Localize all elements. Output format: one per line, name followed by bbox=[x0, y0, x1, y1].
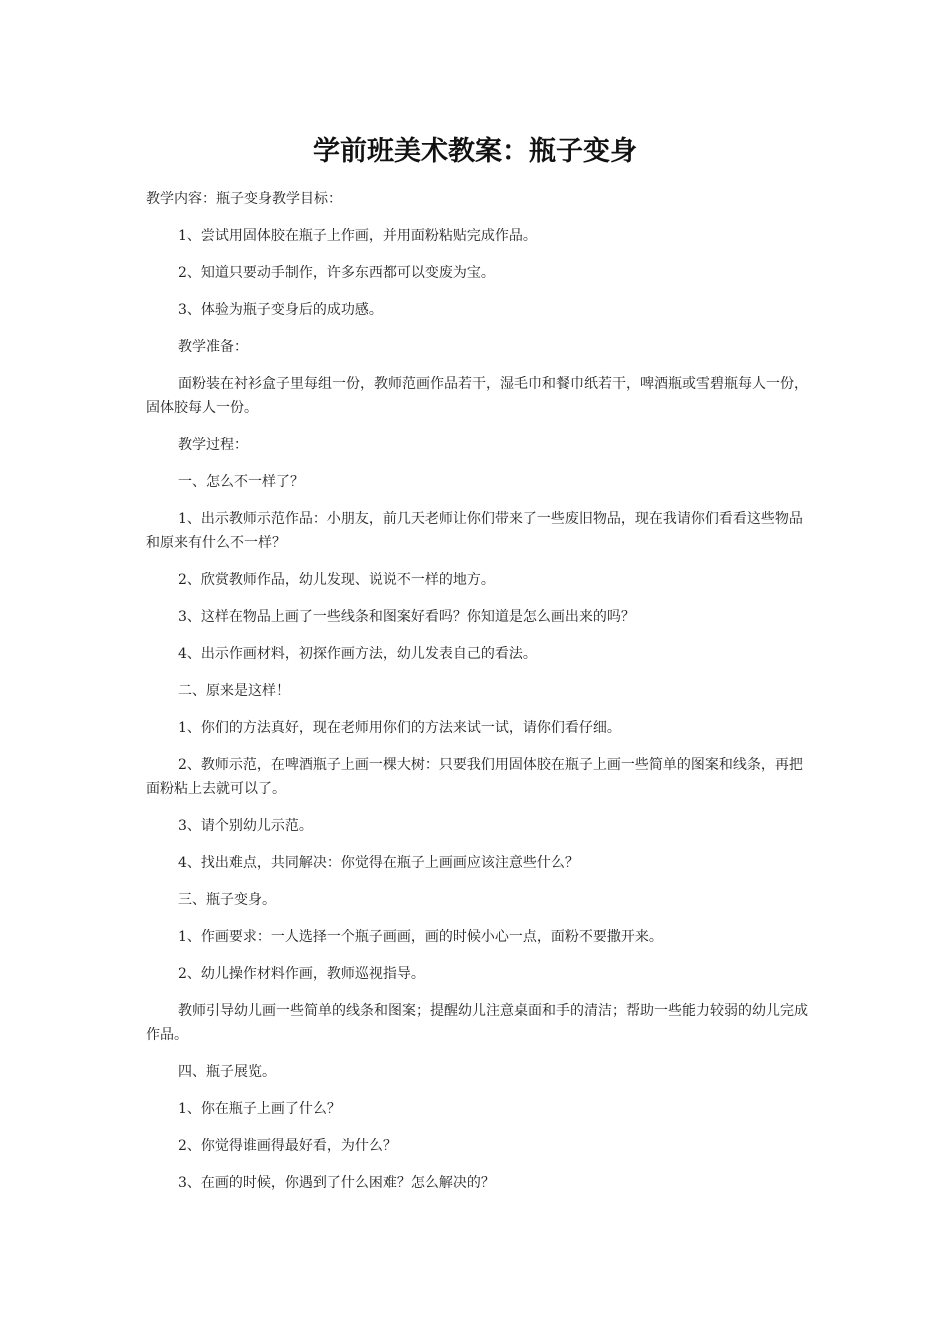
paragraph-part-3-step-2: 2、幼儿操作材料作画，教师巡视指导。 bbox=[178, 966, 425, 982]
section-heading-part-4: 四、瓶子展览。 bbox=[178, 1064, 276, 1080]
paragraph-part-1-step-2: 2、欣赏教师作品，幼儿发现、说说不一样的地方。 bbox=[178, 572, 495, 588]
paragraph-part-3-step-1: 1、作画要求：一人选择一个瓶子画画，画的时候小心一点，面粉不要撒开来。 bbox=[178, 929, 663, 945]
paragraph-part-2-step-4: 4、找出难点，共同解决：你觉得在瓶子上画画应该注意些什么？ bbox=[178, 855, 579, 871]
paragraph-preparation: 面粉装在衬衫盒子里每组一份，教师范画作品若干，湿毛巾和餐巾纸若干，啤酒瓶或雪碧瓶每人一份，固体胶每人一份。 bbox=[146, 376, 808, 416]
paragraph-part-4-step-1: 1、你在瓶子上画了什么？ bbox=[178, 1101, 341, 1117]
section-heading-part-1: 一、怎么不一样了？ bbox=[178, 474, 304, 490]
document-body bbox=[146, 187, 808, 1208]
document-title: 学前班美术教案：瓶子变身 bbox=[313, 136, 637, 167]
section-heading-preparation: 教学准备： bbox=[178, 339, 248, 355]
paragraph-goal-1: 1、尝试用固体胶在瓶子上作画，并用面粉粘贴完成作品。 bbox=[178, 228, 537, 244]
section-heading-part-2: 二、原来是这样！ bbox=[178, 683, 290, 699]
paragraph-part-1-step-3: 3、这样在物品上画了一些线条和图案好看吗？你知道是怎么画出来的吗？ bbox=[178, 609, 635, 625]
paragraph-goal-2: 2、知道只要动手制作，许多东西都可以变废为宝。 bbox=[178, 265, 495, 281]
paragraph-part-2-step-3: 3、请个别幼儿示范。 bbox=[178, 818, 313, 834]
paragraph-content-goals: 教学内容：瓶子变身教学目标： bbox=[146, 191, 342, 207]
paragraph-part-1-step-1: 1、出示教师示范作品：小朋友，前几天老师让你们带来了一些废旧物品，现在我请你们看看这些物品和原来有什么不一样？ bbox=[146, 511, 803, 551]
paragraph-part-2-step-2: 2、教师示范，在啤酒瓶子上画一棵大树：只要我们用固体胶在瓶子上画一些简单的图案和线条，再把面粉粘上去就可以了。 bbox=[146, 757, 803, 797]
paragraph-goal-3: 3、体验为瓶子变身后的成功感。 bbox=[178, 302, 383, 318]
paragraph-part-4-step-2: 2、你觉得谁画得最好看，为什么？ bbox=[178, 1138, 397, 1154]
paragraph-part-1-step-4: 4、出示作画材料，初探作画方法，幼儿发表自己的看法。 bbox=[178, 646, 537, 662]
section-heading-part-3: 三、瓶子变身。 bbox=[178, 892, 276, 908]
paragraph-part-2-step-1: 1、你们的方法真好，现在老师用你们的方法来试一试，请你们看仔细。 bbox=[178, 720, 621, 736]
section-heading-process: 教学过程： bbox=[178, 437, 248, 453]
paragraph-part-4-step-3: 3、在画的时候，你遇到了什么困难？怎么解决的？ bbox=[178, 1175, 495, 1191]
paragraph-part-3-guidance: 教师引导幼儿画一些简单的线条和图案；提醒幼儿注意桌面和手的清洁；帮助一些能力较弱的幼儿完成作品。 bbox=[146, 1003, 808, 1043]
